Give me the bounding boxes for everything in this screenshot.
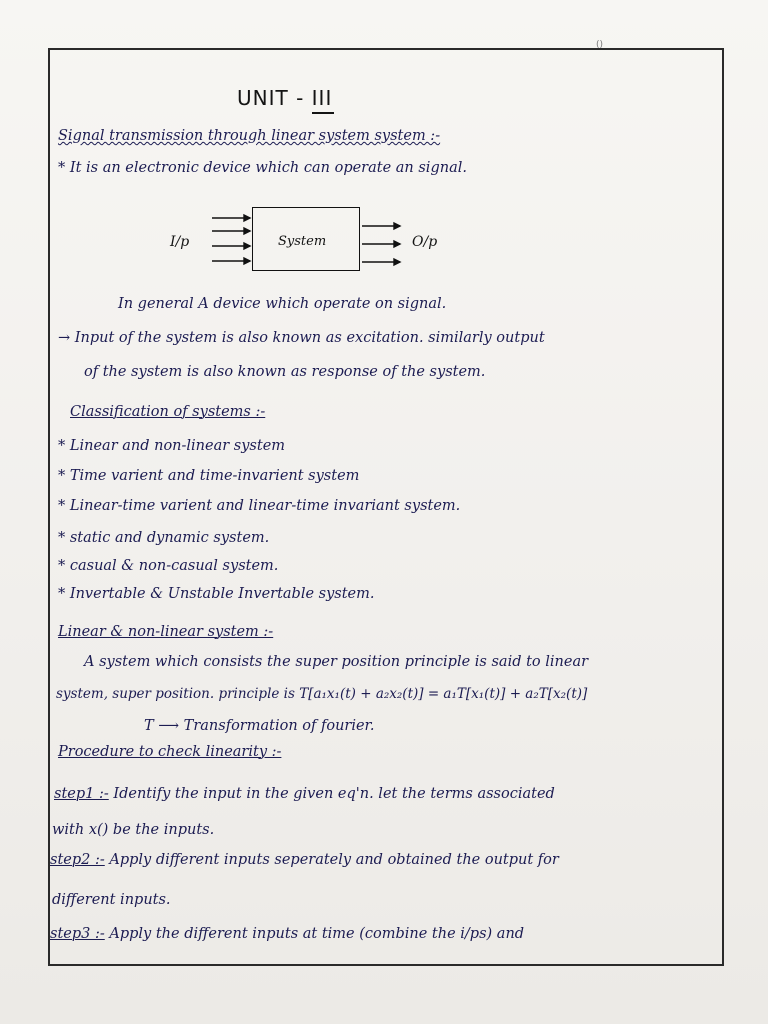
general-line: In general A device which operate on signal. (118, 296, 447, 312)
step2-label: step2 :- (50, 852, 105, 868)
corner-mark: () (596, 40, 604, 50)
step2-row (50, 852, 559, 868)
classification-item: * Time varient and time-invarient system (58, 468, 360, 484)
procedure-heading: Procedure to check linearity :- (58, 744, 282, 760)
linear-heading: Linear & non-linear system :- (58, 624, 274, 640)
linear-line-2: system, super position. principle is T[a₁x₁(t) + a₂x₂(t)] = a₁T[x₁(t)] + a₂T[x₂(t)] (56, 686, 588, 702)
linear-line-3: T ⟶ Transformation of fourier. (144, 718, 375, 734)
intro-line: * It is an electronic device which can operate an signal. (58, 160, 467, 176)
step2-line-2: different inputs. (52, 892, 171, 908)
classification-item: * Linear-time varient and linear-time invariant system. (58, 498, 461, 514)
classification-heading: Classification of systems :- (70, 404, 266, 420)
input-label: I/p (170, 234, 190, 250)
output-label: O/p (412, 234, 438, 250)
classification-item: * static and dynamic system. (58, 530, 270, 546)
step2-text: Apply different inputs seperately and obtained the output for (109, 852, 559, 868)
input-line-2: of the system is also known as response of the system. (84, 364, 486, 380)
classification-item: * Linear and non-linear system (58, 438, 286, 454)
page-title: UNIT - III (237, 86, 333, 110)
input-line-1: → Input of the system is also known as excitation. similarly output (58, 330, 545, 346)
step1-text: Identify the input in the given eq'n. let the terms associated (113, 786, 555, 802)
classification-item: * casual & non-casual system. (58, 558, 279, 574)
linear-line-1: A system which consists the super position principle is said to linear (84, 654, 589, 670)
step3-text: Apply the different inputs at time (combine the i/ps) and (109, 926, 525, 942)
classification-item: * Invertable & Unstable Invertable system. (58, 586, 375, 602)
step3-row (50, 926, 524, 942)
step1-line-2: with x() be the inputs. (52, 822, 215, 838)
system-block-label: System (278, 234, 327, 249)
step3-label: step3 :- (50, 926, 105, 942)
step1-label: step1 :- (54, 786, 109, 802)
intro-heading: Signal transmission through linear system system :- (58, 128, 441, 144)
step1-row (54, 786, 555, 802)
